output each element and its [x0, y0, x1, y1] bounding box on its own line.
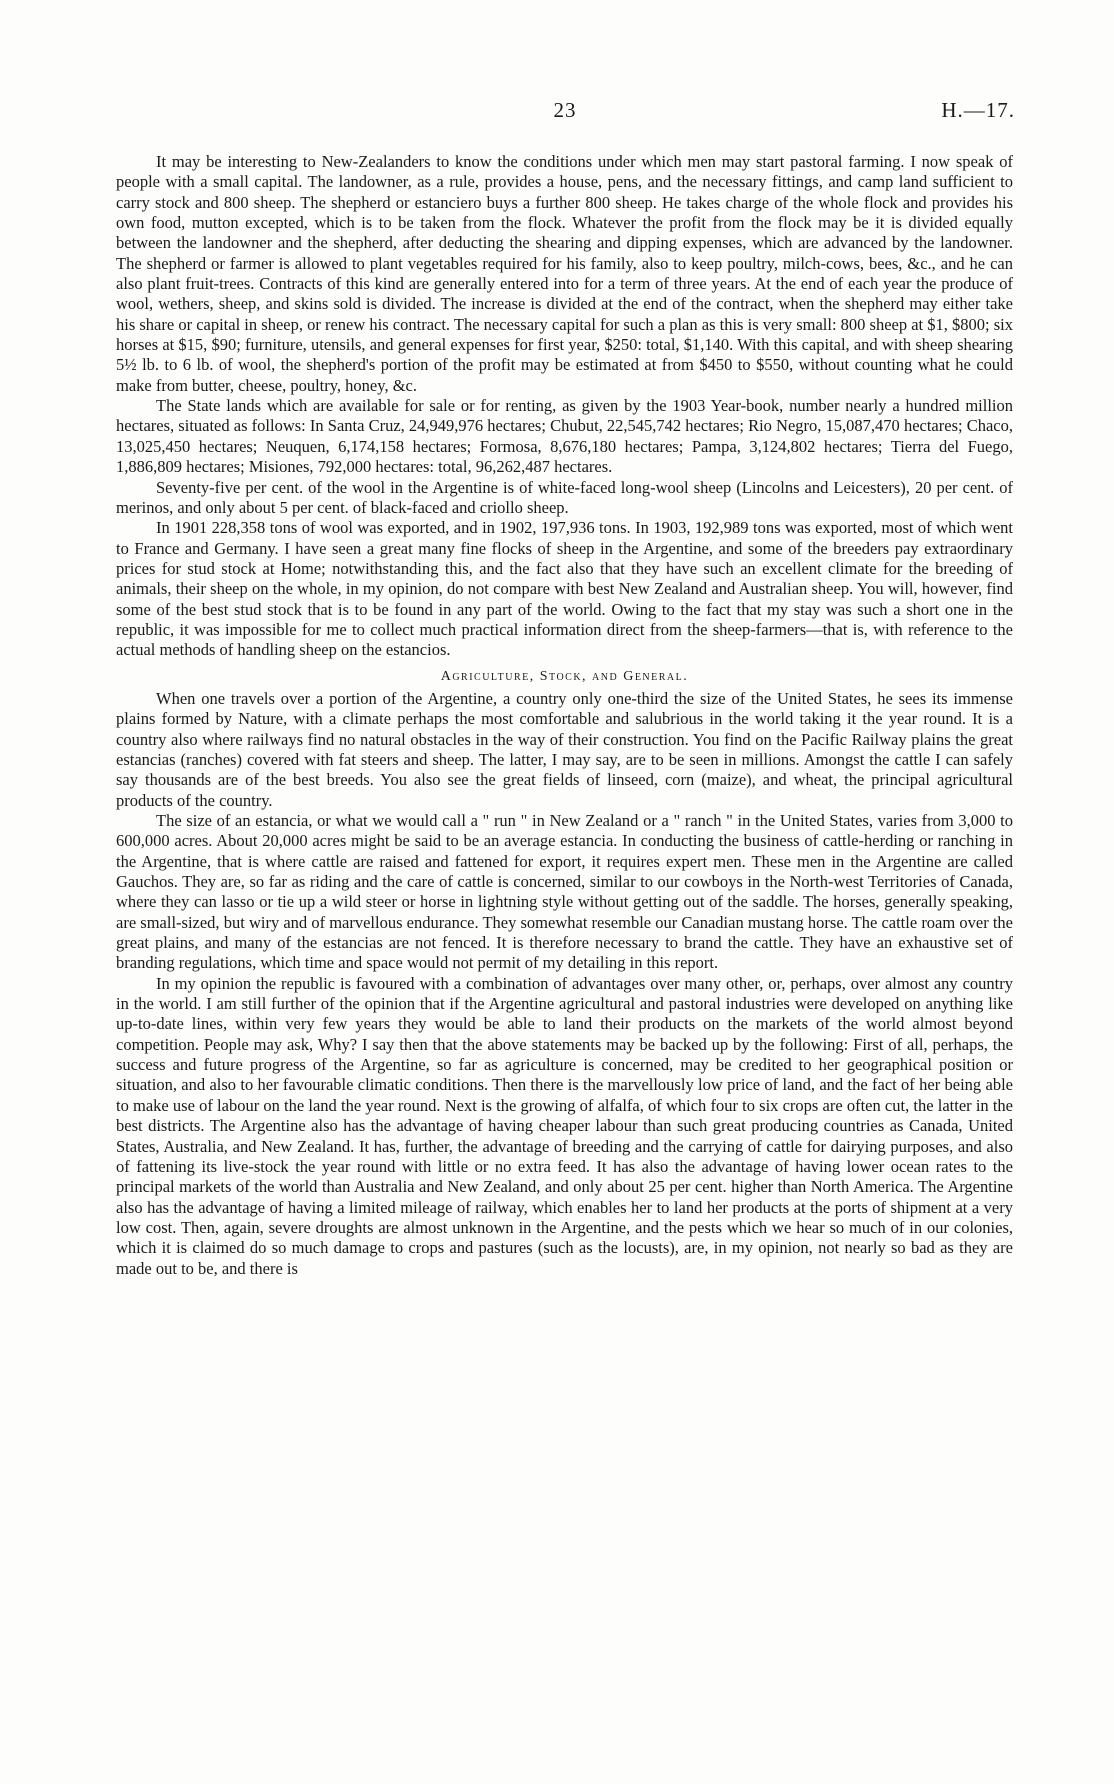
paragraph-wool-breeds: Seventy-five per cent. of the wool in the Argentine is of white-faced long-wool sheep (Lincolns and Leicesters), 20 per cent. of merinos, and only about 5 per cent. of black-faced and criollo sheep. — [116, 477, 1013, 517]
paragraph-argentine-plains: When one travels over a portion of the Argentine, a country only one-third the size of the United States, he sees its immense plains formed by Nature, with a climate perhaps the most comfortable and salubrious in the world taking it the year round. It is a country also where railways find no natural obstacles in the way of their construction. You find on the Pacific Railway plains the great estancias (ranches) covered with fat steers and sheep. The latter, I may say, are to be seen in millions. Amongst the cattle I can safely say thousands are of the best breeds. You also see the great fields of linseed, corn (maize), and wheat, the principal agricultural products of the country. — [116, 688, 1013, 810]
page-header — [115, 98, 1015, 128]
page-number: 23 — [553, 98, 577, 122]
paragraph-state-lands: The State lands which are available for sale or for renting, as given by the 1903 Year-book, number nearly a hundred million hectares, situated as follows: In Santa Cruz, 24,949,976 hectares; Chubut, 22,545,742 hectares; Rio Negro, 15,087,470 hectares; Chaco, 13,025,450 hectares; Neuquen, 6,174,158 hectares; Formosa, 8,676,180 hectares; Pampa, 3,124,802 hectares; Tierra del Fuego, 1,886,809 hectares; Misiones, 792,000 hectares: total, 96,262,487 hectares. — [116, 396, 1013, 477]
paragraph-advantages: In my opinion the republic is favoured with a combination of advantages over many other, or, perhaps, over almost any country in the world. I am still further of the opinion that if the Argentine agricultural and pastoral industries were developed on anything like up-to-date lines, within very few years they would be able to land their products on the markets of the world almost beyond competition. People may ask, Why? I say then that the above statements may be backed up by the following: First of all, perhaps, the success and future progress of the Argentine, so far as agriculture is concerned, may be credited to her geographical position or situation, and also to her favourable climatic conditions. Then there is the marvellously low price of land, and the fact of her being able to make use of labour on the land the year round. Next is the growing of alfalfa, of which four to six crops are often cut, the latter in the best districts. The Argentine also has the advantage of having cheaper labour than such great producing countries as Canada, United States, Australia, and New Zealand. It has, further, the advantage of breeding and the carrying of cattle for dairying purposes, and also of fattening its live-stock the year round with little or no extra feed. It has also the advantage of having lower ocean rates to the principal markets of the world than Australia and New Zealand, and only about 25 per cent. higher than North America. The Argentine also has the advantage of having a limited mileage of railway, which enables her to land her products at the ports of shipment at a very low cost. Then, again, severe droughts are almost unknown in the Argentine, and the pests which we hear so much of in our colonies, which it is claimed do so much damage to crops and pastures (such as the locusts), are, in my opinion, not nearly so bad as they are made out to be, and there is — [116, 973, 1013, 1278]
body-text — [116, 152, 1013, 1279]
paragraph-wool-exports: In 1901 228,358 tons of wool was exported, and in 1902, 197,936 tons. In 1903, 192,989 tons was exported, most of which went to France and Germany. I have seen a great many fine flocks of sheep in the Argentine, and some of the breeders pay extraordinary prices for stud stock at Home; notwithstanding this, and the fact also that they have such an excellent climate for the breeding of animals, their sheep on the whole, in my opinion, do not compare with best New Zealand and Australian sheep. You will, however, find some of the best stud stock that is to be found in any part of the world. Owing to the fact that my stay was such a short one in the republic, it was impossible for me to collect much practical information direct from the sheep-farmers—that is, with reference to the actual methods of handling sheep on the estancios. — [116, 518, 1013, 660]
paragraph-estancia-size: The size of an estancia, or what we would call a " run " in New Zealand or a " ranch " in the United States, varies from 3,000 to 600,000 acres. About 20,000 acres might be said to be an average estancia. In conducting the business of cattle-herding or ranching in the Argentine, that is where cattle are raised and fattened for export, it requires expert men. These men in the Argentine are called Gauchos. They are, so far as riding and the care of cattle is concerned, similar to our cowboys in the North-west Territories of Canada, where they can lasso or tie up a wild steer or horse in lightning style without getting out of the saddle. The horses, generally speaking, are small-sized, but wiry and of marvellous endurance. They somewhat resemble our Canadian mustang horse. The cattle roam over the great plains, and many of the estancias are not fenced. It is therefore necessary to brand the cattle. They have an exhaustive set of branding regulations, which time and space would not permit of my detailing in this report. — [116, 811, 1013, 973]
paragraph-pastoral-farming: It may be interesting to New-Zealanders to know the conditions under which men may start pastoral farming. I now speak of people with a small capital. The landowner, as a rule, provides a house, pens, and the necessary fittings, and camp land sufficient to carry stock and 800 sheep. The shepherd or estanciero buys a further 800 sheep. He takes charge of the whole flock and provides his own food, mutton excepted, which is to be taken from the flock. Whatever the profit from the flock may be it is divided equally between the landowner and the shepherd, after deducting the shearing and dipping expenses, which are advanced by the landowner. The shepherd or farmer is allowed to plant vegetables required for his family, also to keep poultry, milch-cows, bees, &c., and he can also plant fruit-trees. Contracts of this kind are generally entered into for a term of three years. At the end of each year the produce of wool, wethers, sheep, and skins sold is divided. The increase is divided at the end of the contract, when the shepherd may either take his share or capital in sheep, or renew his contract. The necessary capital for such a plan as this is very small: 800 sheep at $1, $800; six horses at $15, $90; furniture, utensils, and general expenses for first year, $250: total, $1,140. With this capital, and with sheep shearing 5½ lb. to 6 lb. of wool, the shepherd's portion of the profit may be estimated at from $450 to $550, without counting what he could make from butter, cheese, poultry, honey, &c. — [116, 152, 1013, 395]
document-code: H.—17. — [941, 98, 1015, 122]
section-heading: Agriculture, Stock, and General. — [440, 668, 689, 684]
